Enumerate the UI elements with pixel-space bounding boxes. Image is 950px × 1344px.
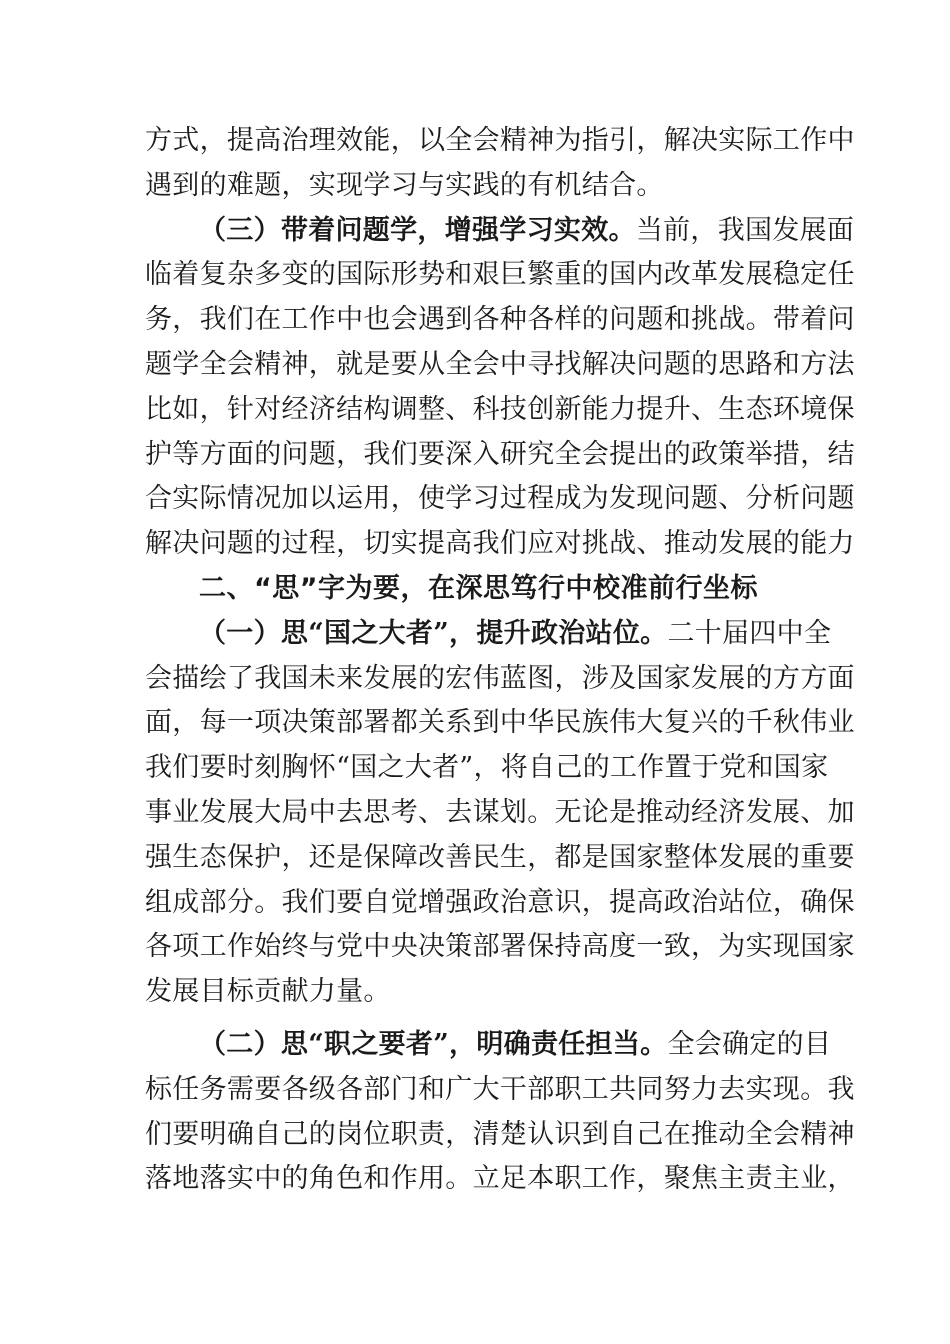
text-line: 各项工作始终与党中央决策部署保持高度一致，为实现国家 <box>145 931 855 963</box>
paragraph-lead: （二）思“职之要者”，明确责任担当。 <box>199 1028 668 1060</box>
paragraph-3 <box>145 612 855 1015</box>
paragraph-first-line <box>145 209 855 254</box>
text-line: 强生态保护，还是保障改善民生，都是国家整体发展的重要 <box>145 841 855 873</box>
paragraph-1 <box>145 119 855 209</box>
paragraph-first-rest: 当前，我国发展面 <box>635 214 855 246</box>
text-line: 事业发展大局中去思考、去谋划。无论是推动经济发展、加 <box>145 796 855 828</box>
text-line: 题学全会精神，就是要从全会中寻找解决问题的思路和方法 <box>145 348 855 380</box>
paragraph-first-line <box>145 1023 832 1068</box>
text-line: 遇到的难题，实现学习与实践的有机结合。 <box>145 169 664 201</box>
paragraph-lead: （三）带着问题学，增强学习实效。 <box>199 214 636 246</box>
text-line: 比如，针对经济结构调整、科技创新能力提升、生态环境保 <box>145 393 855 425</box>
text-line: 标任务需要各级各部门和广大干部职工共同努力去实现。我 <box>145 1073 855 1105</box>
text-line: 临着复杂多变的国际形势和艰巨繁重的国内改革发展稳定任 <box>145 259 855 291</box>
text-line: 我们要时刻胸怀“国之大者”，将自己的工作置于党和国家 <box>145 752 829 784</box>
text-line: 落地落实中的角色和作用。立足本职工作，聚焦主责主业， <box>145 1163 855 1195</box>
text-line: 护等方面的问题，我们要深入研究全会提出的政策举措，结 <box>145 438 855 470</box>
paragraph-gap <box>145 1015 807 1023</box>
text-line: 合实际情况加以运用，使学习过程成为发现问题、分析问题 <box>145 483 855 515</box>
paragraph-4 <box>145 1023 855 1202</box>
paragraph-first-rest: 全会确定的目 <box>667 1028 832 1060</box>
text-line: 组成部分。我们要自觉增强政治意识，提高政治站位，确保 <box>145 886 855 918</box>
text-line: 发展目标贡献力量。 <box>145 976 391 1008</box>
paragraph-first-line <box>145 612 832 657</box>
paragraph-first-rest: 二十届四中全 <box>667 617 832 649</box>
text-line: 们要明确自己的岗位职责，清楚认识到自己在推动全会精神 <box>145 1118 855 1150</box>
section-heading: 二、“思”字为要，在深思笃行中校准前行坐标 <box>199 572 758 604</box>
text-line: 方式，提高治理效能，以全会精神为指引，解决实际工作中 <box>145 125 855 156</box>
text-line: 会描绘了我国未来发展的宏伟蓝图，涉及国家发展的方方面 <box>145 662 855 694</box>
paragraph-2 <box>145 209 855 567</box>
text-line: 解决问题的过程，切实提高我们应对挑战、推动发展的能力 <box>145 528 855 560</box>
text-line: 面，每一项决策部署都关系到中华民族伟大复兴的千秋伟业 <box>145 707 855 739</box>
document-body <box>145 119 855 1202</box>
text-line: 务，我们在工作中也会遇到各种各样的问题和挑战。带着问 <box>145 304 855 336</box>
paragraph-lead: （一）思“国之大者”，提升政治站位。 <box>199 617 668 649</box>
